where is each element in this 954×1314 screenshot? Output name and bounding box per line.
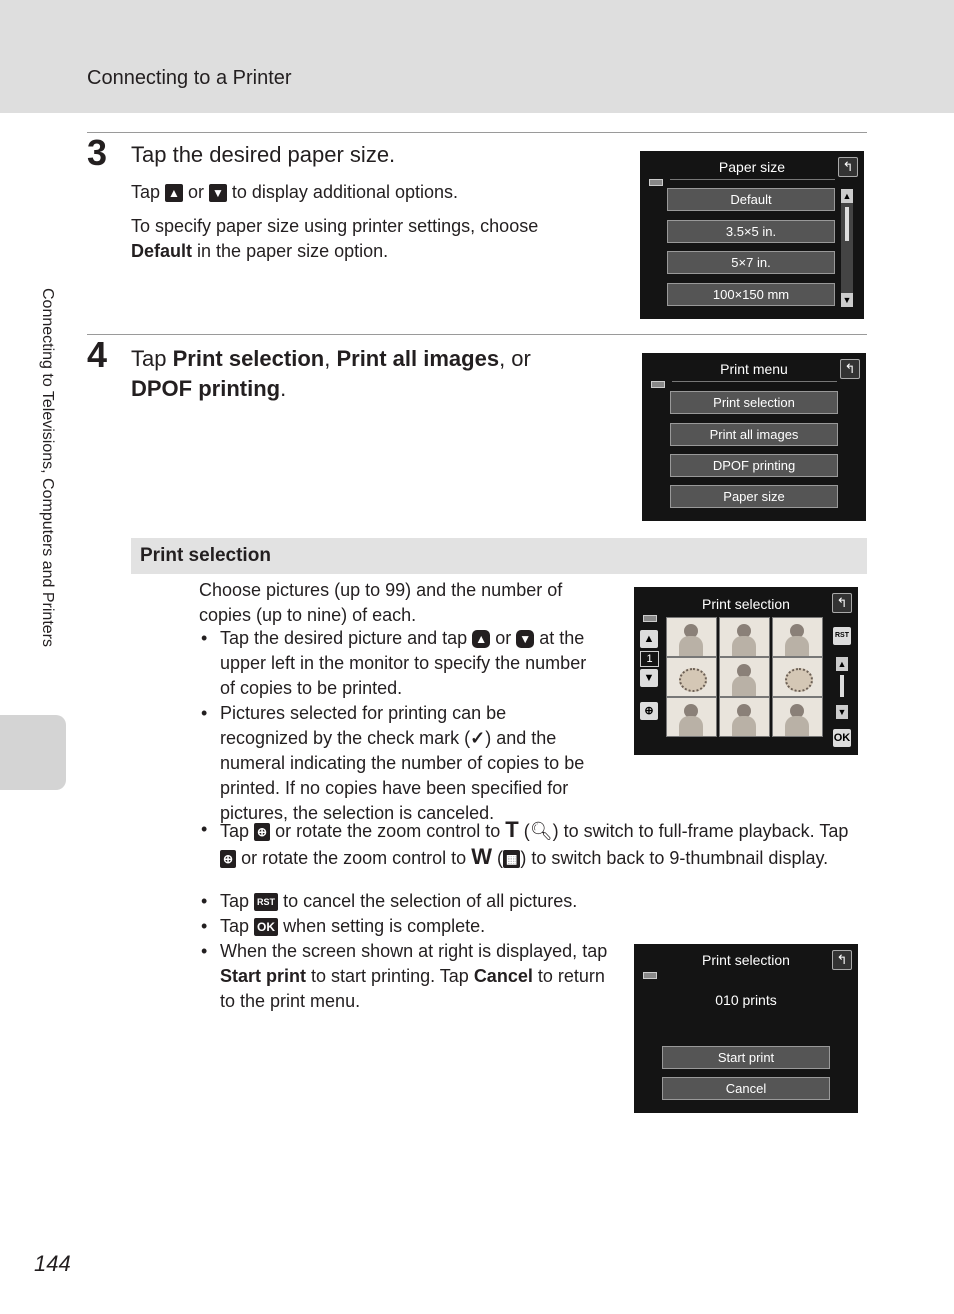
scroll-up-icon[interactable]: ▲ [837,659,847,669]
cancel-button[interactable]: Cancel [662,1077,830,1100]
down-arrow-icon[interactable]: ▼ [640,669,658,687]
step-title [131,344,591,404]
thumbnail-icon: ▦ [503,850,520,868]
zoom-icon: ⊕ [220,850,236,868]
thumbnail[interactable] [772,617,823,657]
text: ) and the numeral indicating the number of copies to be printed. If no copies have been specified for pictures, the selection is canceled. [220,728,585,823]
text: Tap [131,182,161,202]
text-bold: DPOF printing [131,376,281,401]
text: to display additional options. [231,182,459,202]
list-item [199,889,619,914]
down-arrow-icon: ▼ [516,630,534,648]
scroll-thumb[interactable] [845,207,849,241]
menu-option[interactable]: Print selection [670,391,838,414]
battery-icon [643,972,657,979]
text-bold: Print selection [172,346,325,371]
divider [672,381,837,382]
back-icon[interactable]: ↰ [838,157,858,177]
text: ) to switch back to 9-thumbnail display. [520,848,829,868]
zoom-wide-label: W [471,844,492,869]
menu-option[interactable]: Paper size [670,485,838,508]
menu-option[interactable]: Default [667,188,835,211]
camera-screen-paper-size [640,151,864,319]
menu-option[interactable]: Print all images [670,423,838,446]
menu-option[interactable]: 3.5×5 in. [667,220,835,243]
thumbnail[interactable] [772,697,823,737]
text: or [495,628,512,648]
text-bold: Default [131,241,193,261]
thumbnail[interactable] [719,657,770,697]
copy-count: 1 [640,651,659,667]
menu-option[interactable]: DPOF printing [670,454,838,477]
text: , or [499,346,531,371]
back-icon[interactable]: ↰ [832,950,852,970]
battery-icon [643,615,657,622]
ok-icon[interactable]: OK [833,729,851,747]
down-arrow-icon: ▼ [209,184,227,202]
thumbnail[interactable] [666,657,717,697]
text: at the upper left in the monitor to specify the number of copies to be printed. [220,628,587,698]
list-item [199,914,619,939]
text: or rotate the zoom control to [275,821,501,841]
text: When the screen shown at right is displayed, tap [220,941,608,961]
battery-icon [649,179,663,186]
scroll-thumb[interactable] [840,675,844,697]
text: , [324,346,331,371]
text: Tap [131,346,167,371]
section-body [199,578,599,628]
text: ) to switch to full-frame playback. [552,821,815,841]
text: or [187,182,204,202]
camera-screen-print-menu [642,353,866,521]
divider [670,179,835,180]
battery-icon [651,381,665,388]
text: to return to the print menu. [220,966,605,1011]
page-header [0,0,954,113]
reset-icon: RST [254,893,278,911]
list-item: • Tap ⊕ or rotate the zoom control to T (🔍︎) to switch to full-frame playback. Tap ⊕ or rotate the zoom control to W ( ▦ ) to switch back to 9-thumbnail display. [199,817,864,871]
text-bold: Print all images [336,346,500,371]
bullet-list-bottom [199,817,864,871]
screen-title: Print selection [702,596,790,612]
up-arrow-icon: ▲ [472,630,490,648]
thumbnail[interactable] [772,657,823,697]
text: Tap [220,916,250,936]
thumbnail[interactable] [719,617,770,657]
text: Pictures selected for printing can be recognized by the check mark ( [220,703,507,748]
section-title: Connecting to a Printer [87,67,292,89]
screen-title: Paper size [718,159,786,175]
step-title: Tap the desired paper size. [131,142,396,167]
bullet-list-end [199,889,619,1014]
text-bold: Start print [220,966,307,986]
step-number: 4 [87,334,108,375]
camera-screen-start-print [634,944,858,1113]
zoom-in-icon: 🔍︎ [529,821,553,841]
text: Tap [220,821,250,841]
bullet-list-top [199,626,599,826]
section-header [131,538,867,574]
camera-screen-print-selection [634,587,858,755]
zoom-icon[interactable]: ⊕ [640,702,658,720]
list-item [199,939,619,1014]
scroll-up-icon[interactable]: ▲ [842,191,852,201]
list-item [199,626,599,701]
list-item [199,701,599,826]
text: Tap [819,821,849,841]
thumbnail[interactable] [666,697,717,737]
up-arrow-icon: ▲ [165,184,183,202]
start-print-button[interactable]: Start print [662,1046,830,1069]
scroll-down-icon[interactable]: ▼ [837,707,847,717]
menu-option[interactable]: 100×150 mm [667,283,835,306]
step-number: 3 [87,132,108,173]
back-icon[interactable]: ↰ [832,593,852,613]
reset-icon[interactable]: RST [833,627,851,645]
print-count: 010 prints [715,992,777,1008]
section-header-title: Print selection [140,545,271,566]
thumbnail[interactable] [719,697,770,737]
text: in the paper size option. [197,241,389,261]
text: Tap [220,891,250,911]
ok-icon: OK [254,918,278,936]
scroll-down-icon[interactable]: ▼ [842,295,852,305]
divider [87,132,867,133]
text: to start printing. Tap [311,966,469,986]
text: . [280,376,287,401]
text: to cancel the selection of all pictures. [283,891,578,911]
thumbnail[interactable] [666,617,717,657]
screen-title: Print menu [720,361,788,377]
back-icon[interactable]: ↰ [840,359,860,379]
side-chapter-label: Connecting to Televisions, Computers and Printers [39,288,56,647]
zoom-tele-label: T [505,817,519,842]
screen-title: Print selection [702,952,790,968]
intro-text: Choose pictures (up to 99) and the number of copies (up to nine) of each. [199,580,563,625]
zoom-icon: ⊕ [254,823,270,841]
text: or rotate the zoom control to [241,848,467,868]
text: when setting is complete. [283,916,486,936]
side-chapter-tab [0,715,66,790]
check-mark-icon: ✓ [470,728,486,748]
menu-option[interactable]: 5×7 in. [667,251,835,274]
up-arrow-icon[interactable]: ▲ [640,630,658,648]
text-bold: Cancel [473,966,533,986]
page-number: 144 [34,1251,71,1276]
text: To specify paper size using printer settings, choose [131,216,539,236]
divider [87,334,867,335]
text: Tap the desired picture and tap [220,628,468,648]
step-body [131,180,591,264]
